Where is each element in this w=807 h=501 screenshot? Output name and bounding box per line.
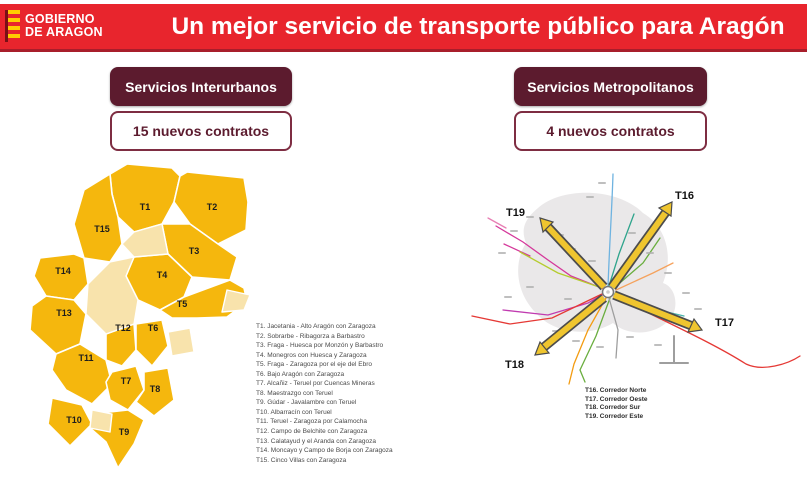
route-list-item: T9. Gúdar - Javalambre con Teruel: [256, 399, 357, 407]
map-region-t14: [34, 254, 88, 300]
route-list-item: T1. Jacetania - Alto Aragón con Zaragoza: [256, 323, 376, 330]
route-list-item: T2. Sobrarbe - Ribagorza a Barbastro: [256, 332, 365, 340]
corridor-label-t16: T16: [675, 190, 694, 202]
map-label-t5: T5: [176, 299, 188, 309]
metropolitan-network-diagram: [468, 168, 807, 400]
map-label-t7: T7: [120, 376, 132, 386]
route-list-item: T8. Maestrazgo con Teruel: [256, 389, 333, 397]
map-region-cream-north: [122, 224, 168, 257]
map-label-t11: T11: [78, 353, 94, 363]
map-label-t14: T14: [55, 266, 71, 276]
map-label-t1: T1: [139, 202, 151, 212]
corridor-label-t19: T19: [506, 207, 525, 219]
corridor-label-t17: T17: [715, 317, 734, 329]
route-list-item: T15. Cinco Villas con Zaragoza: [256, 456, 347, 464]
aragon-flag-icon: [5, 10, 20, 42]
aragon-territories-map: [22, 162, 252, 474]
route-list-item: T14. Moncayo y Campo de Borja con Zaragoza: [256, 447, 393, 455]
map-label-t6: T6: [147, 323, 159, 333]
interurban-contracts: 15 nuevos contratos: [110, 111, 292, 151]
legend-item: T19. Corredor Este: [585, 412, 644, 420]
header-banner: [0, 4, 807, 52]
metropolitan-contracts: 4 nuevos contratos: [514, 111, 707, 151]
map-region-cream-east-t6: [168, 328, 194, 356]
map-label-t10: T10: [66, 415, 82, 425]
route-list-item: T6. Bajo Aragón con Zaragoza: [256, 370, 345, 378]
legend-item: T16. Corredor Norte: [585, 387, 647, 394]
route-list-item: T10. Albarracín con Teruel: [256, 408, 332, 416]
interurban-routes-list: [256, 322, 441, 465]
route-list-item: T5. Fraga - Zaragoza por el eje del Ebro: [256, 361, 372, 369]
aragon-logo: [5, 10, 103, 42]
route-list-item: T11. Teruel - Zaragoza por Calamocha: [256, 418, 368, 426]
legend-item: T17. Corredor Oeste: [585, 395, 648, 403]
map-label-t12: T12: [115, 323, 131, 333]
legend-item: T18. Corredor Sur: [585, 404, 641, 412]
corridor-label-t18: T18: [505, 359, 524, 371]
map-label-t15: T15: [94, 224, 110, 234]
map-label-t4: T4: [156, 270, 168, 280]
map-label-t3: T3: [188, 246, 200, 256]
metropolitan-badge: Servicios Metropolitanos: [514, 67, 707, 106]
map-label-t9: T9: [118, 427, 130, 437]
map-label-t8: T8: [149, 384, 161, 394]
logo-line1: GOBIERNO: [25, 12, 95, 26]
map-label-t13: T13: [56, 308, 72, 318]
logo-line2: DE ARAGON: [25, 25, 103, 39]
route-list-item: T7. Alcañiz - Teruel por Cuencas Mineras: [256, 380, 375, 388]
route-list-item: T12. Campo de Belchite con Zaragoza: [256, 428, 368, 436]
metropolitan-legend: [585, 387, 715, 421]
map-region-t1: [110, 164, 180, 232]
map-region-cream-south: [90, 410, 112, 432]
metro-road-symbol: [660, 336, 688, 363]
zaragoza-hub-center: [606, 290, 610, 294]
map-label-t2: T2: [206, 202, 218, 212]
route-list-item: T13. Calatayud y el Aranda con Zaragoza: [256, 437, 376, 445]
logo-text: [25, 13, 103, 39]
route-list-item: T4. Monegros con Huesca y Zaragoza: [256, 351, 367, 359]
interurban-badge: Servicios Interurbanos: [110, 67, 292, 106]
route-list-item: T3. Fraga - Huesca por Monzón y Barbastro: [256, 342, 384, 350]
page-title: Un mejor servicio de transporte público para Aragón: [171, 12, 785, 40]
